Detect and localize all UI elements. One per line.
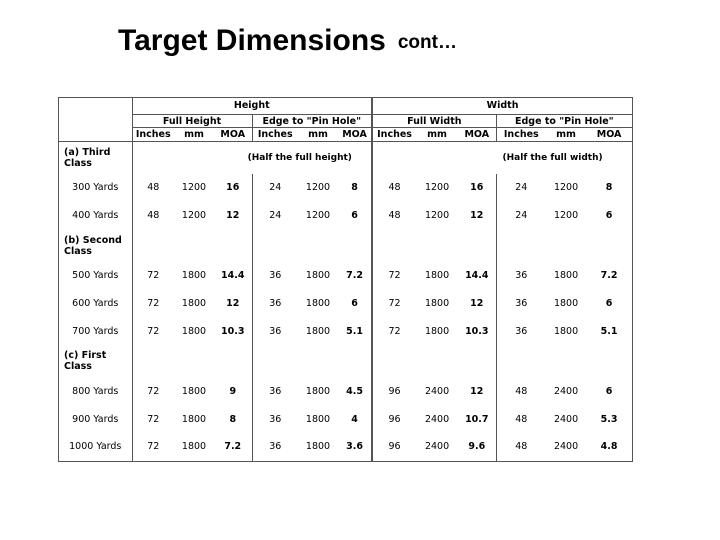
- height-header: Height: [132, 98, 372, 114]
- range-label: 1000 Yards: [69, 441, 122, 453]
- range-label: 500 Yards: [72, 270, 119, 282]
- value-cell: 48: [132, 174, 174, 202]
- value-cell: 6: [605, 297, 613, 309]
- full-width-header: Full Width: [372, 114, 496, 128]
- value-cell: 6: [351, 210, 358, 222]
- value-cell: 96: [372, 405, 416, 433]
- empty-cell: [214, 230, 252, 262]
- value-cell: 1800: [305, 270, 331, 282]
- empty-cell: [372, 230, 416, 262]
- value-cell: 72: [132, 262, 174, 290]
- value-cell: 72: [372, 262, 416, 290]
- empty-cell: [546, 345, 586, 377]
- unit-header: MOA: [586, 128, 632, 142]
- value-cell: 1800: [181, 297, 207, 309]
- value-cell: 16: [226, 182, 240, 194]
- value-cell: 10.7: [465, 413, 489, 425]
- value-cell: 6: [605, 210, 613, 222]
- empty-cell: [586, 230, 632, 262]
- value-cell: 10.3: [221, 325, 245, 337]
- table-row: [59, 202, 632, 230]
- value-cell: 1200: [424, 210, 450, 222]
- value-cell: 36: [252, 433, 298, 461]
- class-label-line2: Class: [64, 245, 92, 257]
- value-cell: 6: [605, 385, 613, 397]
- value-cell: 36: [496, 317, 546, 345]
- unit-header: Inches: [496, 128, 546, 142]
- range-label: 300 Yards: [72, 182, 119, 194]
- table-row: [59, 174, 632, 202]
- empty-cell: [546, 230, 586, 262]
- value-cell: 6: [351, 297, 358, 309]
- table-row: [59, 405, 632, 433]
- value-cell: 9.6: [468, 441, 486, 453]
- value-cell: 10.3: [465, 325, 489, 337]
- value-cell: 1800: [181, 325, 207, 337]
- value-cell: 2400: [553, 441, 579, 453]
- value-cell: 48: [372, 202, 416, 230]
- value-cell: 48: [372, 174, 416, 202]
- value-cell: 1200: [553, 182, 579, 194]
- value-cell: 72: [132, 317, 174, 345]
- table-row: [59, 433, 632, 461]
- value-cell: 1200: [181, 210, 207, 222]
- empty-cell: [132, 230, 174, 262]
- value-cell: 1800: [424, 297, 450, 309]
- range-label: 800 Yards: [72, 385, 119, 397]
- value-cell: 7.2: [224, 441, 242, 453]
- value-cell: 1800: [181, 413, 207, 425]
- full-height-header: Full Height: [132, 114, 252, 128]
- class-label-row: [59, 345, 632, 377]
- value-cell: 48: [496, 433, 546, 461]
- empty-cell: [372, 345, 416, 377]
- value-cell: 7.2: [600, 270, 618, 282]
- empty-cell: [496, 230, 546, 262]
- value-cell: 8: [229, 413, 237, 425]
- value-cell: 1800: [424, 270, 450, 282]
- value-cell: 72: [132, 377, 174, 405]
- range-label: 600 Yards: [72, 297, 119, 309]
- slide-title: [118, 24, 457, 58]
- value-cell: 36: [252, 262, 298, 290]
- value-cell: 1800: [181, 441, 207, 453]
- class-label-line1: (c) First: [64, 350, 107, 362]
- class-label-line1: (b) Second: [64, 234, 122, 246]
- range-label: 400 Yards: [72, 210, 119, 222]
- unit-header: MOA: [338, 128, 372, 142]
- value-cell: 72: [132, 433, 174, 461]
- value-cell: 1800: [305, 385, 331, 397]
- value-cell: 4.8: [600, 441, 618, 453]
- value-cell: 36: [252, 290, 298, 318]
- value-cell: 9: [229, 385, 237, 397]
- class-label: [59, 230, 132, 262]
- value-cell: 36: [496, 290, 546, 318]
- empty-cell: [338, 345, 372, 377]
- value-cell: 5.3: [600, 413, 618, 425]
- unit-header: mm: [298, 128, 338, 142]
- value-cell: 12: [226, 297, 240, 309]
- value-cell: 48: [132, 202, 174, 230]
- value-cell: 48: [496, 405, 546, 433]
- empty-cell: [496, 345, 546, 377]
- value-cell: 12: [470, 297, 484, 309]
- value-cell: 1200: [305, 182, 331, 194]
- edge-height-header: Edge to "Pin Hole": [252, 114, 372, 128]
- width-header: Width: [372, 98, 632, 114]
- value-cell: 4: [351, 413, 358, 425]
- unit-header: Inches: [372, 128, 416, 142]
- value-cell: 1800: [181, 270, 207, 282]
- empty-cell: [252, 345, 298, 377]
- value-cell: 1800: [305, 413, 331, 425]
- value-cell: 1200: [181, 182, 207, 194]
- value-cell: 2400: [553, 413, 579, 425]
- class-label-line2: Class: [64, 158, 92, 170]
- value-cell: 36: [252, 405, 298, 433]
- table-row: [59, 262, 632, 290]
- empty-cell: [416, 230, 458, 262]
- empty-cell: [416, 345, 458, 377]
- value-cell: 1800: [305, 325, 331, 337]
- edge-width-header: Edge to "Pin Hole": [496, 114, 632, 128]
- value-cell: 2400: [424, 385, 450, 397]
- empty-cell: [252, 230, 298, 262]
- unit-header: MOA: [214, 128, 252, 142]
- class-label-row: [59, 230, 632, 262]
- unit-header: mm: [416, 128, 458, 142]
- class-label-row: [59, 142, 632, 174]
- target-dimensions-table: [59, 98, 632, 461]
- value-cell: 72: [372, 290, 416, 318]
- unit-header: MOA: [458, 128, 496, 142]
- title-main: Target Dimensions: [118, 24, 386, 57]
- value-cell: 72: [372, 317, 416, 345]
- value-cell: 2400: [553, 385, 579, 397]
- empty-cell: [458, 345, 496, 377]
- value-cell: 7.2: [346, 270, 363, 282]
- range-label: 900 Yards: [72, 413, 119, 425]
- value-cell: 1800: [553, 297, 579, 309]
- header-row-subgroup: [59, 114, 632, 128]
- value-cell: 24: [252, 202, 298, 230]
- empty-cell: [298, 230, 338, 262]
- value-cell: 1200: [424, 182, 450, 194]
- table-row: [59, 317, 632, 345]
- value-cell: 36: [252, 317, 298, 345]
- unit-header: mm: [546, 128, 586, 142]
- value-cell: 36: [496, 262, 546, 290]
- table-row: [59, 290, 632, 318]
- value-cell: 12: [226, 210, 240, 222]
- class-label: [59, 142, 132, 174]
- value-cell: 2400: [424, 413, 450, 425]
- value-cell: 36: [252, 377, 298, 405]
- value-cell: 1200: [305, 210, 331, 222]
- title-continued: cont…: [397, 32, 457, 53]
- empty-cell: [174, 345, 214, 377]
- empty-cell: [338, 230, 372, 262]
- value-cell: 3.6: [346, 441, 363, 453]
- value-cell: 1800: [553, 270, 579, 282]
- value-cell: 8: [605, 182, 613, 194]
- header-row-group: [59, 98, 632, 114]
- value-cell: 12: [470, 210, 484, 222]
- value-cell: 1800: [181, 385, 207, 397]
- class-label-line2: Class: [64, 361, 92, 373]
- value-cell: 24: [496, 174, 546, 202]
- value-cell: 4.5: [346, 385, 363, 397]
- value-cell: 48: [496, 377, 546, 405]
- unit-header: mm: [174, 128, 214, 142]
- value-cell: 14.4: [465, 270, 489, 282]
- value-cell: 5.1: [600, 325, 618, 337]
- class-label-line1: (a) Third: [64, 147, 111, 159]
- header-row-units: [59, 128, 632, 142]
- empty-cell: [298, 345, 338, 377]
- value-cell: 72: [132, 405, 174, 433]
- half-width-note: (Half the full width): [372, 142, 632, 174]
- value-cell: 1800: [553, 325, 579, 337]
- value-cell: 8: [351, 182, 358, 194]
- empty-cell: [214, 345, 252, 377]
- empty-cell: [458, 230, 496, 262]
- value-cell: 16: [470, 182, 484, 194]
- empty-cell: [174, 230, 214, 262]
- value-cell: 96: [372, 377, 416, 405]
- range-label: 700 Yards: [72, 325, 119, 337]
- unit-header: Inches: [132, 128, 174, 142]
- value-cell: 72: [132, 290, 174, 318]
- value-cell: 96: [372, 433, 416, 461]
- value-cell: 1200: [553, 210, 579, 222]
- value-cell: 1800: [305, 297, 331, 309]
- empty-cell: [132, 345, 174, 377]
- unit-header: Inches: [252, 128, 298, 142]
- value-cell: 2400: [424, 441, 450, 453]
- value-cell: 24: [496, 202, 546, 230]
- value-cell: 14.4: [221, 270, 245, 282]
- value-cell: 1800: [305, 441, 331, 453]
- half-height-note: (Half the full height): [132, 142, 372, 174]
- value-cell: 5.1: [346, 325, 363, 337]
- class-label: [59, 345, 132, 377]
- table-row: [59, 377, 632, 405]
- empty-cell: [586, 345, 632, 377]
- value-cell: 1800: [424, 325, 450, 337]
- value-cell: 12: [470, 385, 484, 397]
- value-cell: 24: [252, 174, 298, 202]
